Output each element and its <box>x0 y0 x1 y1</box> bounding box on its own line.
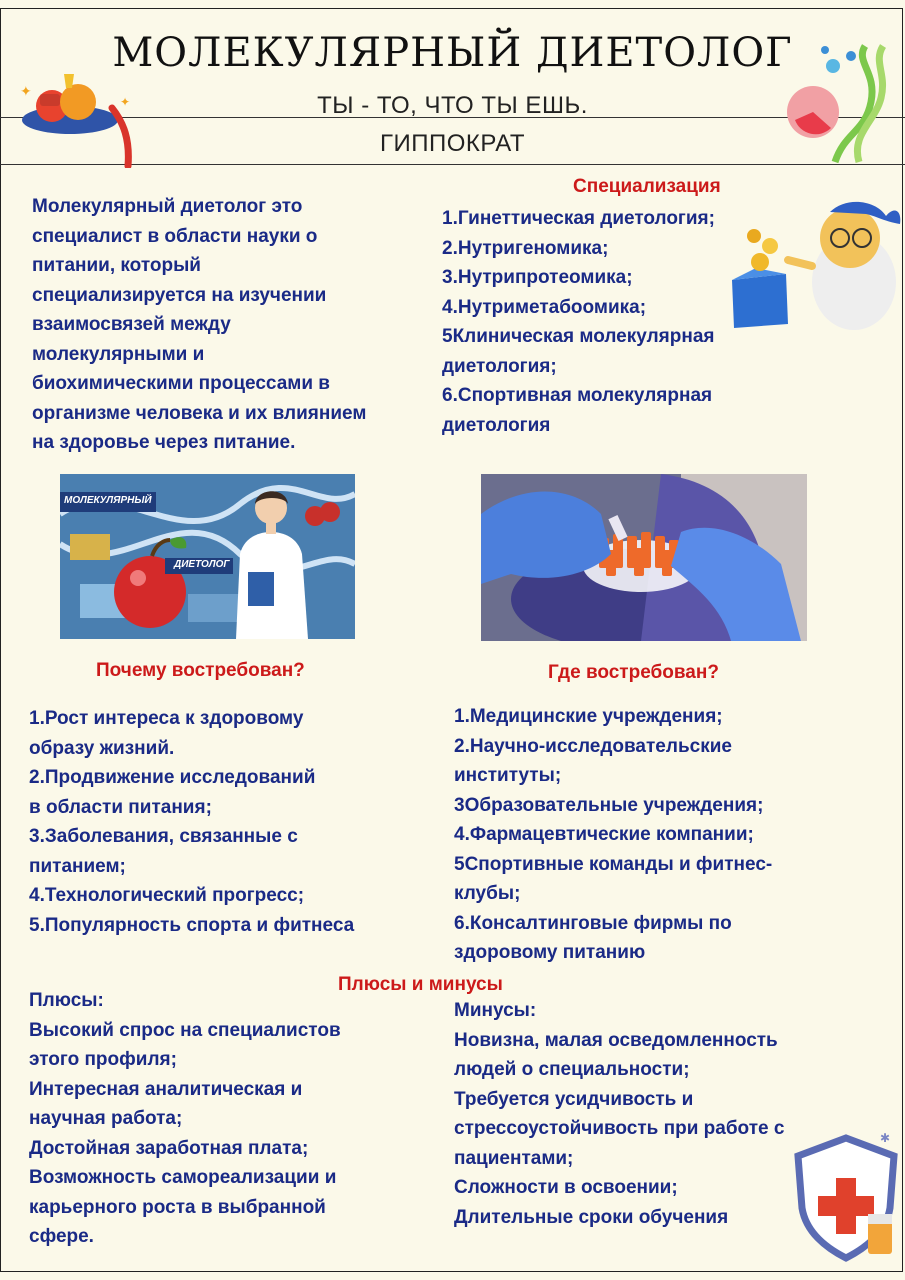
list-item: 1.Медицинские учреждения; <box>454 706 723 727</box>
svg-text:✦: ✦ <box>120 95 131 109</box>
list-item: 3.Заболевания, связанные с <box>29 826 298 847</box>
lab-test-tubes-photo <box>481 474 807 641</box>
list-item: Требуется усидчивость и <box>454 1088 694 1110</box>
list-item: 2.Научно-исследовательские <box>454 735 732 757</box>
svg-text:✦: ✦ <box>20 83 32 99</box>
list-item: Высокий спрос на специалистов <box>29 1019 341 1041</box>
why-list <box>29 704 354 940</box>
illustration-label-bottom: ДИЕТОЛОГ <box>174 559 230 570</box>
list-item: 4.Нутриметабоомика; <box>442 296 647 318</box>
list-item: 3.Нутрипротеомика; <box>442 267 633 288</box>
medical-shield-icon <box>790 1128 902 1262</box>
intro-line: на здоровье через питание. <box>32 432 296 453</box>
list-item: Длительные сроки обучения <box>454 1206 729 1228</box>
page-title: МОЛЕКУЛЯРНЫЙ ДИЕТОЛОГ <box>112 30 793 76</box>
list-item: здоровому питанию <box>454 942 646 963</box>
list-item: диетология <box>442 414 551 436</box>
where-heading: Где востребован? <box>548 662 719 683</box>
specialization-heading: Специализация <box>573 176 721 197</box>
list-item: в области питания; <box>29 796 212 818</box>
pros-list <box>29 986 341 1252</box>
list-item: 4.Фармацевтические компании; <box>454 824 754 845</box>
list-item: Достойная заработная плата; <box>29 1137 309 1159</box>
list-item: Новизна, малая осведомленность <box>454 1029 778 1051</box>
list-item: 5Клиническая молекулярная <box>442 326 715 347</box>
illustration-label-top: МОЛЕКУЛЯРНЫЙ <box>64 495 152 506</box>
list-item: карьерного роста в выбранной <box>29 1196 326 1218</box>
list-item: научная работа; <box>29 1108 183 1129</box>
list-item: 5.Популярность спорта и фитнеса <box>29 914 355 936</box>
list-item: 6.Консалтинговые фирмы по <box>454 912 732 934</box>
intro-line: специалист в области науки о <box>32 225 318 247</box>
pros-title: Плюсы: <box>29 990 104 1011</box>
dietologist-illustration <box>60 474 355 639</box>
list-item: 5Спортивные команды и фитнес- <box>454 853 773 875</box>
list-item: 3Образовательные учреждения; <box>454 794 764 816</box>
list-item: питанием; <box>29 855 126 877</box>
list-item: Сложности в освоении; <box>454 1177 678 1198</box>
list-item: 4.Технологический прогресс; <box>29 885 305 906</box>
list-item: Возможность самореализации и <box>29 1167 337 1188</box>
specialization-list <box>442 204 715 440</box>
list-item: этого профиля; <box>29 1049 177 1070</box>
list-item: 1.Рост интереса к здоровому <box>29 708 304 729</box>
list-item: клубы; <box>454 883 521 904</box>
character-illustration <box>726 194 904 334</box>
intro-line: питании, который <box>32 255 201 276</box>
cons-title: Минусы: <box>454 1000 537 1021</box>
svg-text:✱: ✱ <box>880 1131 891 1145</box>
intro-line: специализируется на изучении <box>32 284 327 306</box>
list-item: 1.Гинеттическая диетология; <box>442 208 715 229</box>
list-item: 2.Нутригеномика; <box>442 237 609 259</box>
intro-line: организме человека и их влиянием <box>32 402 367 424</box>
list-item: Интересная аналитическая и <box>29 1078 303 1100</box>
list-item: 6.Спортивная молекулярная <box>442 385 713 406</box>
cons-list <box>454 996 784 1232</box>
intro-line: биохимическими процессами в <box>32 373 330 394</box>
list-item: диетология; <box>442 355 557 377</box>
list-item: институты; <box>454 765 562 786</box>
intro-paragraph <box>32 192 414 458</box>
quote-text: ТЫ - ТО, ЧТО ТЫ ЕШЬ. <box>317 92 588 119</box>
list-item: 2.Продвижение исследований <box>29 767 316 788</box>
intro-line: молекулярными и <box>32 343 205 365</box>
pros-cons-heading: Плюсы и минусы <box>338 974 503 995</box>
list-item: образу жизний. <box>29 737 175 759</box>
intro-line: взаимосвязей между <box>32 314 231 335</box>
list-item: стрессоустойчивость при работе с <box>454 1118 785 1139</box>
why-heading: Почему востребован? <box>96 660 305 681</box>
intro-line: Молекулярный диетолог это <box>32 196 303 217</box>
list-item: сфере. <box>29 1226 94 1247</box>
list-item: людей о специальности; <box>454 1059 690 1080</box>
list-item: пациентами; <box>454 1147 574 1169</box>
where-list <box>454 702 772 968</box>
quote-author: ГИППОКРАТ <box>379 130 526 157</box>
